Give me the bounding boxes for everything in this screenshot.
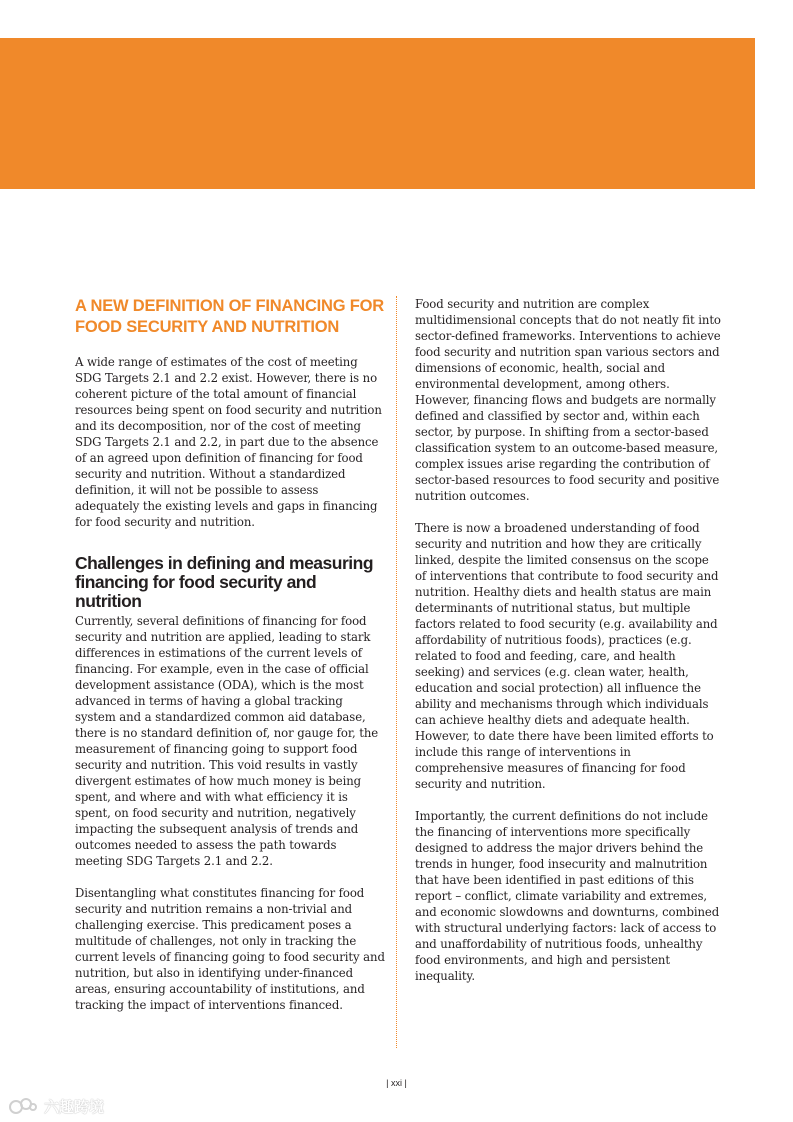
- column-divider: [396, 296, 397, 1048]
- body-paragraph: Currently, several definitions of financing for food security and nutrition are applied, leading to stark differences in estimations of the current levels of financing. For example, even in the case of official development assistance (ODA), which is the most advanced in terms of having a global tracking system and a standardized common aid database, there is no standard definition of, nor gauge for, the measurement of financing going to support food security and nutrition. This void results in vastly divergent estimates of how much money is being spent, and where and with what efficiency it is spent, on food security and nutrition, negatively impacting the subsequent analysis of trends and outcomes needed to assess the path towards meeting SDG Targets 2.1 and 2.2.: [75, 614, 379, 868]
- page-number: | xxi |: [386, 1078, 407, 1088]
- orange-header-banner: [0, 38, 755, 189]
- watermark: [8, 1094, 104, 1118]
- left-column: [75, 296, 385, 1013]
- body-paragraph: Importantly, the current definitions do not include the financing of interventions more specifically designed to address the major drivers behind the trends in hunger, food insecurity and malnutrition that have been identified in past editions of this report – conflict, climate variability and extremes, and economic slowdowns and downturns, combined with structural underlying factors: lack of access to and unaffordability of nutritious foods, unhealthy food environments, and high and persistent inequality.: [415, 809, 720, 983]
- right-column: [415, 296, 723, 984]
- subsection-heading: Challenges in defining and measuring financing for food security and nutrition: [75, 553, 374, 611]
- watermark-text: 六趣跨境: [44, 1097, 105, 1116]
- section-heading: A NEW DEFINITION OF FINANCING FOR FOOD SECURITY AND NUTRITION: [75, 297, 385, 336]
- watermark-logo-icon: [8, 1095, 38, 1117]
- intro-paragraph: A wide range of estimates of the cost of meeting SDG Targets 2.1 and 2.2 exist. However, there is no coherent picture of the total amount of financial resources being spent on food security and nutrition and its decomposition, nor of the cost of meeting SDG Targets 2.1 and 2.2, in part due to the absence of an agreed upon definition of financing for food security and nutrition. Without a standardized definition, it will not be possible to assess adequately the existing levels and gaps in financing for food security and nutrition.: [75, 355, 382, 529]
- body-paragraph: Food security and nutrition are complex multidimensional concepts that do not neatly fit into sector-defined frameworks. Interventions to achieve food security and nutrition span various sectors and dimensions of economic, health, social and environmental development, among others. However, financing flows and budgets are normally defined and classified by sector and, within each sector, by purpose. In shifting from a sector-based classification system to an outcome-based measure, complex issues arise regarding the contribution of sector-based resources to food security and positive nutrition outcomes.: [415, 297, 721, 503]
- body-paragraph: There is now a broadened understanding of food security and nutrition and how they are critically linked, despite the limited consensus on the scope of interventions that contribute to food security and nutrition. Healthy diets and health status are main determinants of nutritional status, but multiple factors related to food security (e.g. availability and affordability of nutritious foods), practices (e.g. related to food and feeding, care, and health seeking) and services (e.g. clean water, health, education and social protection) all influence the ability and mechanisms through which individuals can achieve healthy diets and adequate health. However, to date there have been limited efforts to include this range of interventions in comprehensive measures of financing for food security and nutrition.: [415, 521, 719, 791]
- body-paragraph: Disentangling what constitutes financing for food security and nutrition remains a non-trivial and challenging exercise. This predicament poses a multitude of challenges, not only in tracking the current levels of financing going to food security and nutrition, but also in identifying under-financed areas, ensuring accountability of institutions, and tracking the impact of interventions financed.: [75, 886, 385, 1012]
